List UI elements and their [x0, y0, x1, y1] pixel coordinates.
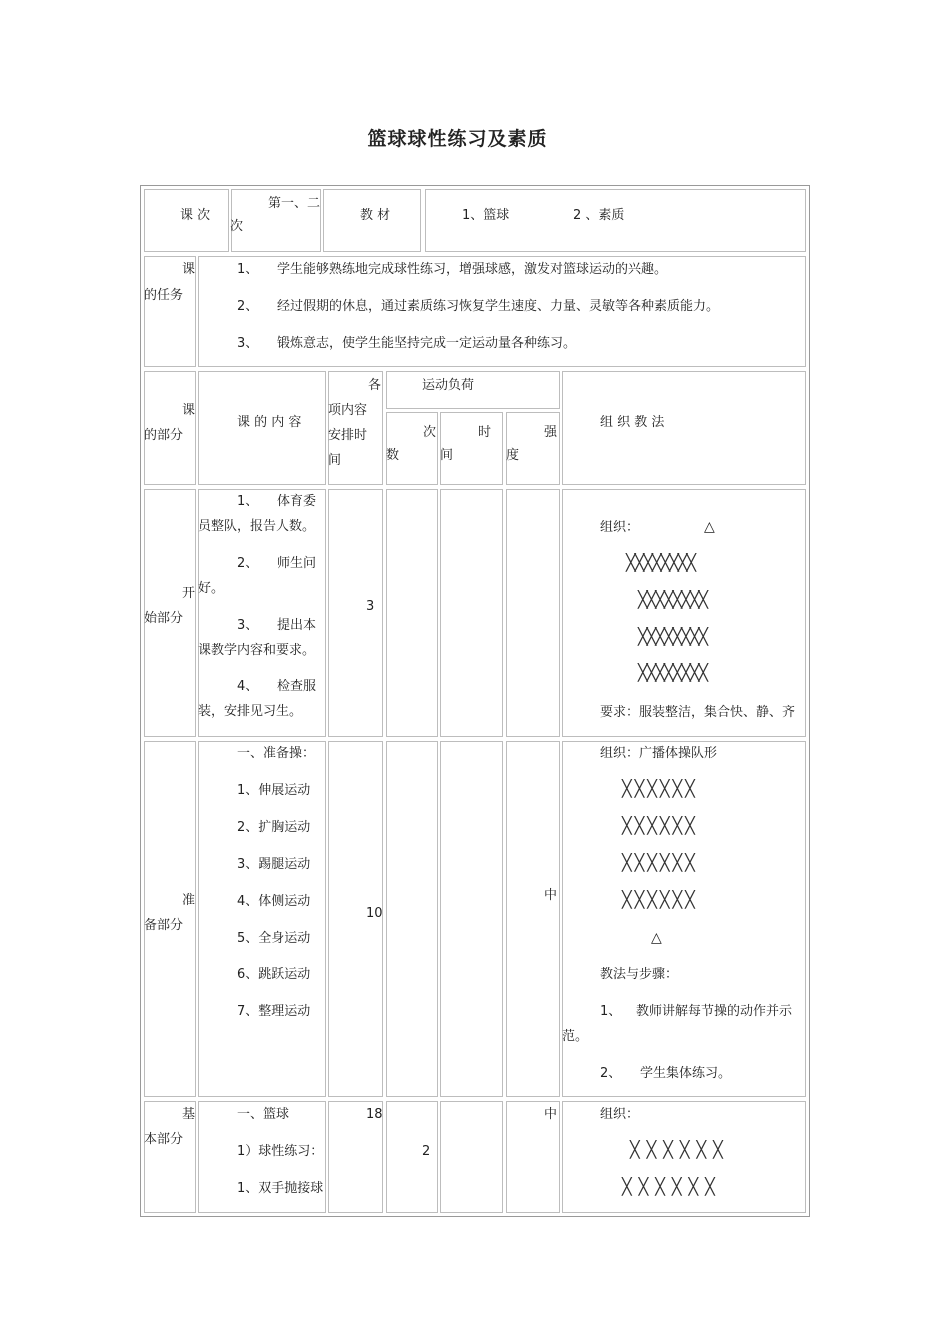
prep-part-2: 备部分: [144, 918, 184, 933]
material-label: 教 材: [360, 208, 391, 223]
start-item-3-b: 课教学内容和要求。: [198, 643, 316, 658]
lesson-value-line1: 第一、二: [268, 196, 321, 211]
prep-step1-num: 1、: [600, 1004, 622, 1019]
prep-heading: 一、准备操：: [237, 746, 316, 761]
start-part-1: 开: [182, 586, 196, 601]
student-formation-row: ╳╳╳╳╳╳╳╳: [638, 627, 708, 646]
duration-header-1: 时: [478, 425, 492, 440]
task-3-num: 3、: [237, 336, 259, 351]
start-item-2-num: 2、: [237, 556, 259, 571]
student-formation-row: ╳╳╳╳╳╳: [622, 890, 698, 909]
intensity-header-2: 度: [506, 448, 520, 463]
method-header: 组 织 教 法: [600, 415, 665, 430]
student-formation-row: ╳╳╳╳╳╳: [630, 1140, 730, 1159]
prep-time: 10: [366, 906, 383, 921]
start-item-4-a: 检查服: [277, 679, 317, 694]
load-header: 运动负荷: [422, 378, 475, 393]
time-header-4: 间: [328, 453, 342, 468]
lesson-label: 课 次: [180, 208, 211, 223]
prep-count-cell: [386, 741, 438, 1097]
basic-part-2: 本部分: [144, 1132, 184, 1147]
start-item-3-num: 3、: [237, 618, 259, 633]
basic-intensity: 中: [544, 1107, 558, 1122]
task-2-num: 2、: [237, 299, 259, 314]
start-item-2-a: 师生问: [277, 556, 317, 571]
start-item-1-a: 体育委: [277, 494, 317, 509]
task-3-text: 锻炼意志，使学生能坚持完成一定运动量各种练习。: [277, 336, 577, 351]
prep-item: 5、全身运动: [237, 931, 311, 946]
start-item-4-b: 装，安排见习生。: [198, 704, 303, 719]
prep-duration-cell: [440, 741, 503, 1097]
start-duration-cell: [440, 489, 503, 737]
student-formation-row: ╳╳╳╳╳╳╳╳: [638, 590, 708, 609]
start-time: 3: [366, 599, 375, 614]
basic-count: 2: [422, 1144, 431, 1159]
student-formation-row: ╳╳╳╳╳╳╳╳: [626, 553, 696, 572]
task-label-1: 课: [182, 262, 196, 277]
prep-part-1: 准: [182, 893, 196, 908]
intensity-header-1: 强: [544, 425, 558, 440]
time-header-3: 安排时: [328, 428, 368, 443]
prep-intensity: 中: [544, 888, 558, 903]
part-header-2: 的部分: [144, 428, 184, 443]
start-item-1-b: 员整队，报告人数。: [198, 519, 316, 534]
start-item-3-a: 提出本: [277, 618, 317, 633]
basic-duration-cell: [440, 1101, 503, 1213]
start-part-2: 始部分: [144, 611, 184, 626]
teacher-triangle-icon: △: [651, 930, 662, 946]
prep-step1-a: 教师讲解每节操的动作并示: [636, 1004, 793, 1019]
time-header-1: 各: [368, 378, 382, 393]
start-item-1-num: 1、: [237, 494, 259, 509]
material-item-2: 2 、素质: [573, 208, 625, 223]
count-header-1: 次: [423, 425, 437, 440]
prep-item: 2、扩胸运动: [237, 820, 311, 835]
prep-org: 组织：广播体操队形: [600, 746, 718, 761]
lesson-value-line2: 次: [230, 219, 244, 234]
task-1-text: 学生能够熟练地完成球性练习，增强球感，激发对篮球运动的兴趣。: [277, 262, 668, 277]
duration-header-2: 间: [440, 448, 454, 463]
prep-step2: 学生集体练习。: [640, 1066, 732, 1081]
prep-step1-b: 范。: [562, 1029, 589, 1044]
prep-item: 6、跳跃运动: [237, 967, 311, 982]
page-title: 篮球球性练习及素质: [367, 128, 548, 150]
basic-item-1: 1、双手抛接球: [237, 1181, 324, 1196]
prep-intensity-cell: [506, 741, 560, 1097]
basic-time: 18: [366, 1107, 383, 1122]
start-time-cell: [328, 489, 383, 737]
prep-item: 4、体侧运动: [237, 894, 311, 909]
time-header-2: 项内容: [328, 403, 368, 418]
teacher-triangle-icon: △: [704, 519, 715, 535]
start-item-2-b: 好。: [198, 581, 225, 596]
prep-step2-num: 2、: [600, 1066, 622, 1081]
basic-org-label: 组织：: [600, 1107, 640, 1122]
task-1-num: 1、: [237, 262, 259, 277]
method-header-cell: [562, 371, 806, 485]
student-formation-row: ╳╳╳╳╳╳╳╳: [638, 663, 708, 682]
student-formation-row: ╳╳╳╳╳╳: [622, 779, 698, 798]
start-org-label: 组织：: [600, 520, 640, 535]
material-item-1: 1、篮球: [462, 208, 510, 223]
content-header: 课 的 内 容: [237, 415, 302, 430]
basic-heading: 一、篮球: [237, 1107, 290, 1122]
task-2-text: 经过假期的休息，通过素质练习恢复学生速度、力量、灵敏等各种素质能力。: [277, 299, 720, 314]
student-formation-row: ╳╳╳╳╳╳: [622, 853, 698, 872]
basic-sub: 1）球性练习：: [237, 1144, 324, 1159]
prep-item: 7、整理运动: [237, 1004, 311, 1019]
prep-method-label: 教法与步骤：: [600, 967, 679, 982]
student-formation-row: ╳╳╳╳╳╳: [622, 816, 698, 835]
start-intensity-cell: [506, 489, 560, 737]
start-count-cell: [386, 489, 438, 737]
part-header-1: 课: [182, 403, 196, 418]
task-label-2: 的任务: [144, 288, 184, 303]
prep-item: 1、伸展运动: [237, 783, 311, 798]
basic-part-1: 基: [182, 1107, 196, 1122]
start-requirement: 要求：服装整洁，集合快、静、齐: [600, 705, 796, 720]
student-formation-row: ╳╳╳╳╳╳: [622, 1177, 722, 1196]
count-header-2: 数: [386, 448, 400, 463]
start-item-4-num: 4、: [237, 679, 259, 694]
prep-item: 3、踢腿运动: [237, 857, 311, 872]
